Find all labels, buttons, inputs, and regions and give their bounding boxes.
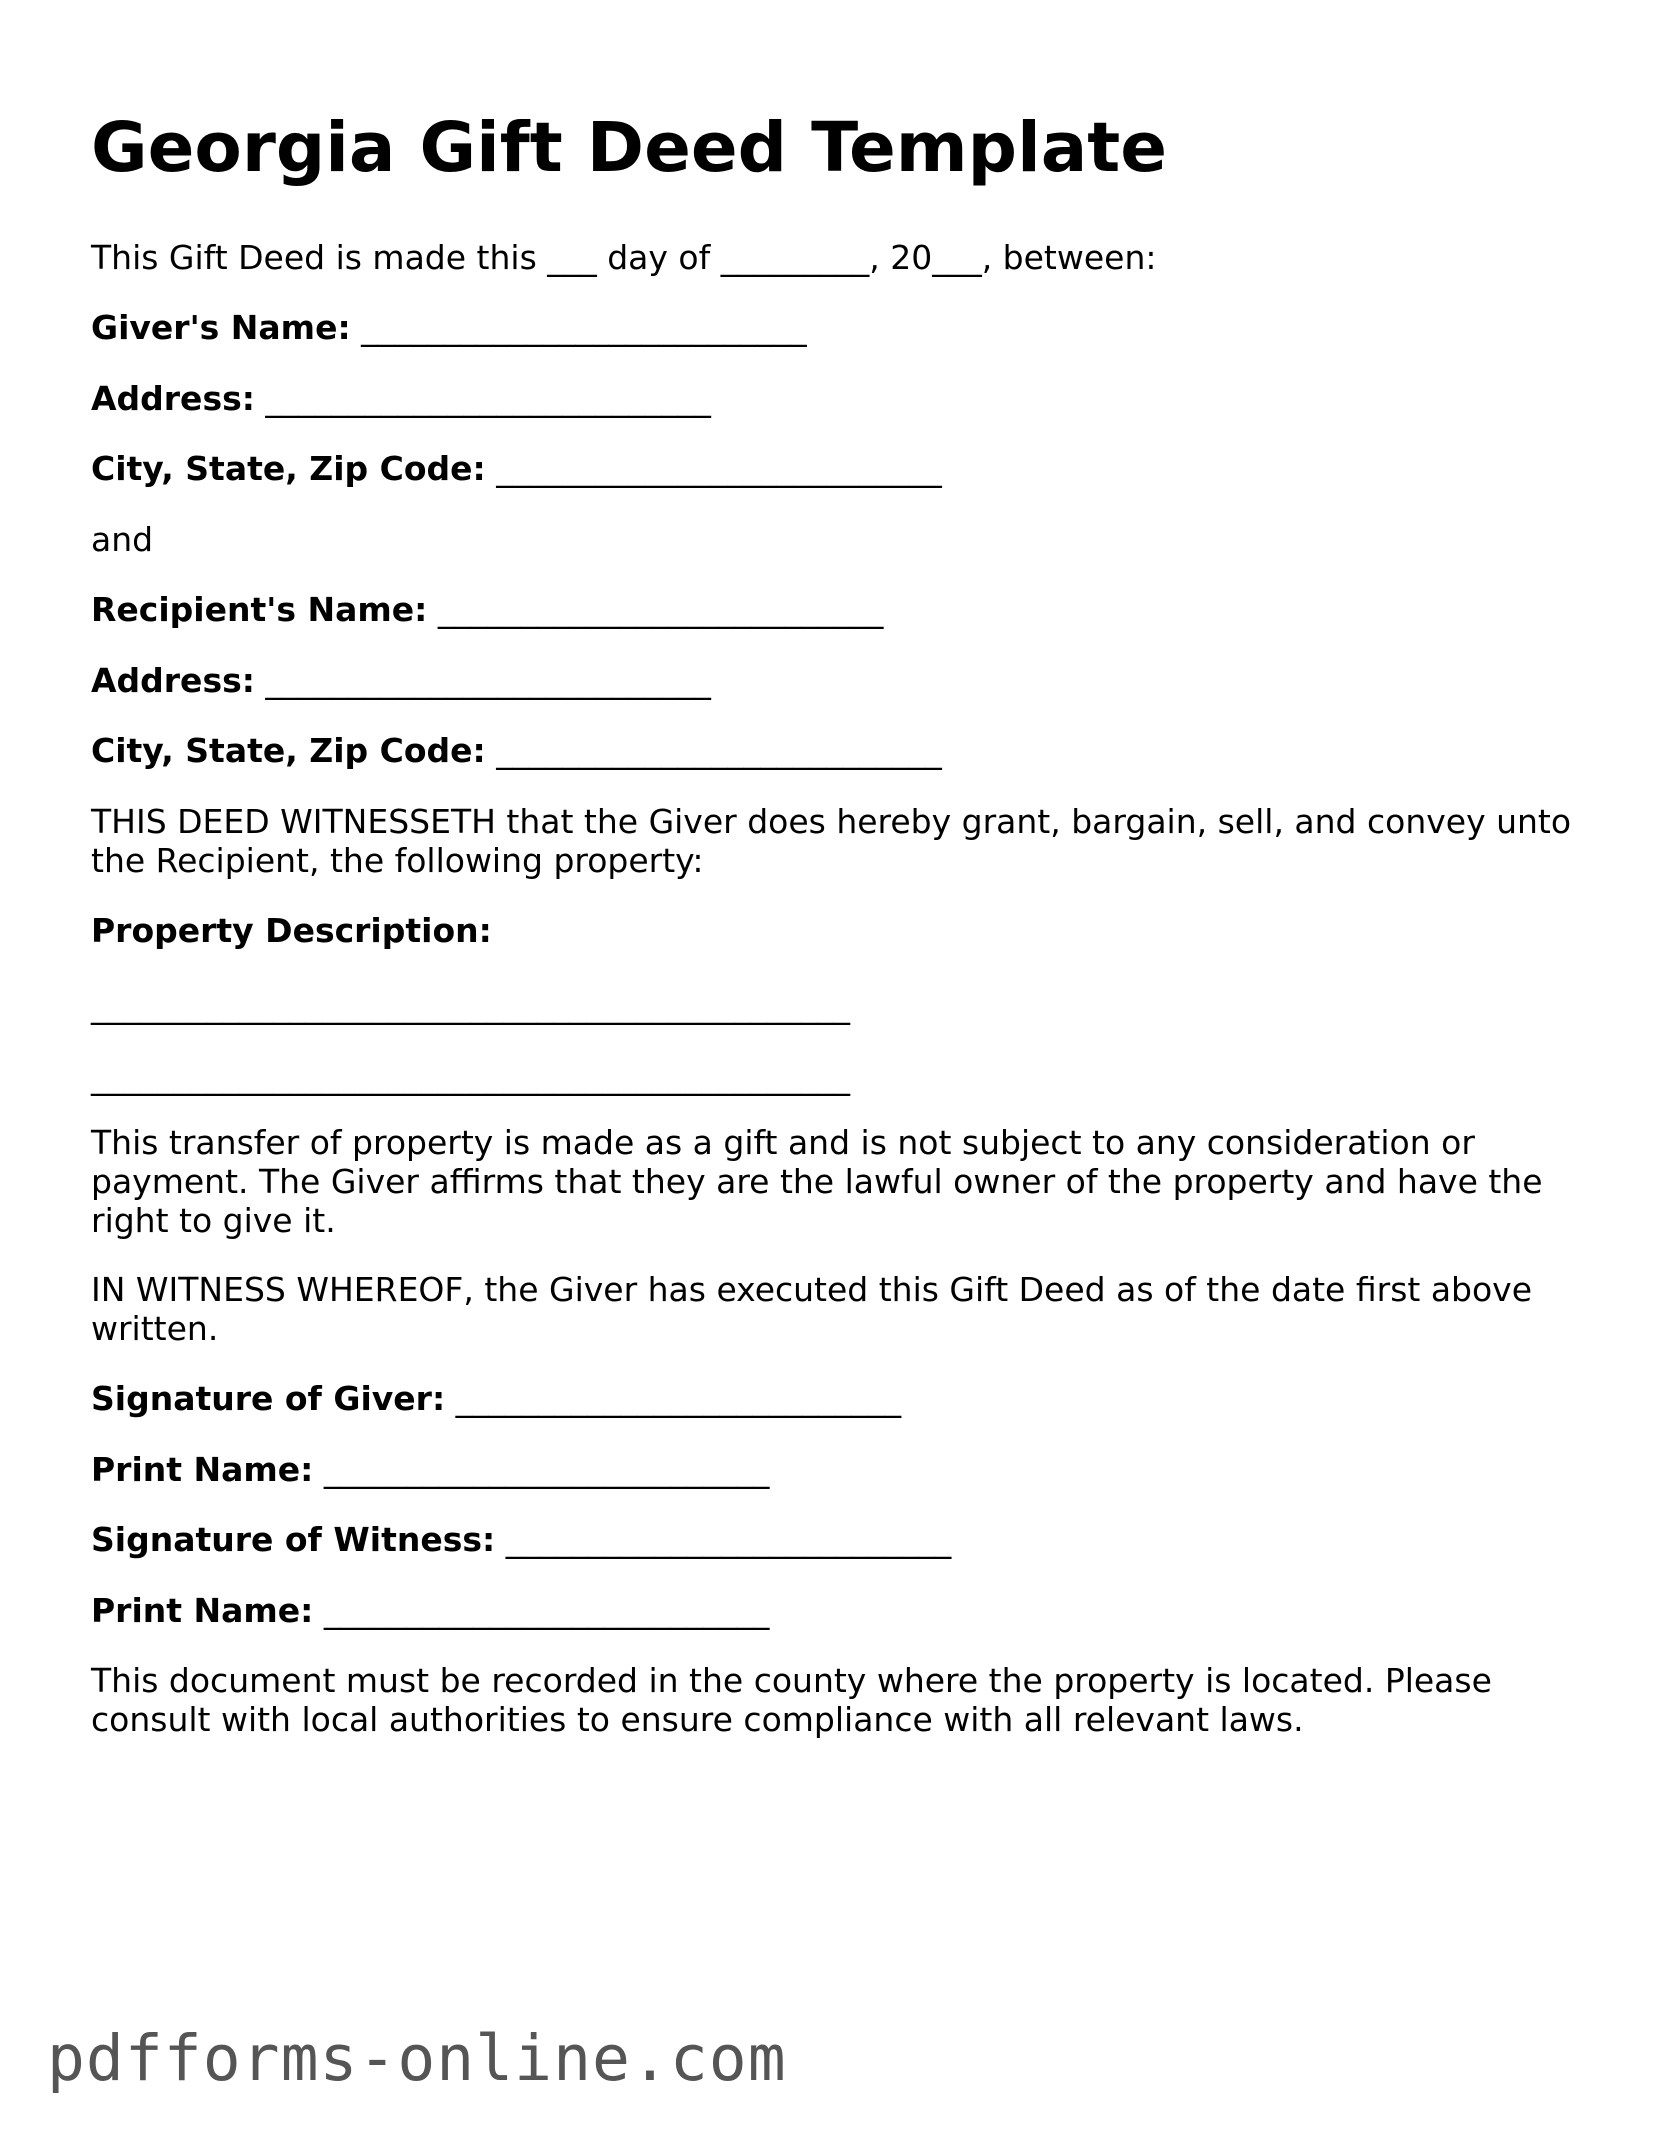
- recipient-city-label: City, State, Zip Code:: [91, 731, 486, 770]
- giver-name-label: Giver's Name:: [91, 308, 351, 347]
- giver-name-field[interactable]: ___________________________: [361, 308, 807, 347]
- giver-name-row: [91, 308, 807, 347]
- witness-print-name-label: Print Name:: [91, 1591, 314, 1630]
- recipient-name-field[interactable]: ___________________________: [437, 590, 884, 629]
- giver-signature-label: Signature of Giver:: [91, 1379, 446, 1418]
- property-line-1[interactable]: ______________________________________________: [91, 986, 850, 1025]
- intro-line: This Gift Deed is made this ___ day of _________, 20___, between:: [91, 238, 1157, 277]
- giver-address-row: [91, 379, 711, 418]
- witness-signature-field[interactable]: ___________________________: [505, 1520, 952, 1559]
- giver-signature-field[interactable]: ___________________________: [455, 1379, 902, 1418]
- transfer-paragraph: This transfer of property is made as a gift and is not subject to any consideration or payment. The Giver affirms that they are the lawful owner of the property and have the right to give it.: [91, 1123, 1543, 1240]
- giver-signature-row: [91, 1379, 901, 1418]
- giver-print-name-field[interactable]: ___________________________: [323, 1450, 770, 1489]
- page-title: Georgia Gift Deed Template: [91, 108, 1168, 188]
- witness-signature-row: [91, 1520, 951, 1559]
- witness-signature-label: Signature of Witness:: [91, 1520, 496, 1559]
- property-description-label: Property Description:: [91, 911, 492, 950]
- giver-city-field[interactable]: ___________________________: [496, 449, 942, 488]
- and-text: and: [91, 520, 154, 559]
- recipient-address-field[interactable]: ___________________________: [265, 661, 711, 700]
- giver-address-field[interactable]: ___________________________: [265, 379, 711, 418]
- witnesseth-paragraph: THIS DEED WITNESSETH that the Giver does hereby grant, bargain, sell, and convey unto the Recipient, the following property:: [91, 802, 1572, 880]
- giver-print-name-label: Print Name:: [91, 1450, 314, 1489]
- witness-whereof-paragraph: IN WITNESS WHEREOF, the Giver has executed this Gift Deed as of the date first above written.: [91, 1270, 1533, 1348]
- giver-address-label: Address:: [91, 379, 255, 418]
- property-line-2[interactable]: ______________________________________________: [91, 1057, 850, 1096]
- recipient-city-field[interactable]: ___________________________: [496, 731, 942, 770]
- recording-note-paragraph: This document must be recorded in the county where the property is located. Please consult with local authorities to ensure compliance with all relevant laws.: [91, 1661, 1492, 1739]
- recipient-address-label: Address:: [91, 661, 255, 700]
- giver-city-row: [91, 449, 942, 488]
- witness-print-name-field[interactable]: ___________________________: [323, 1591, 770, 1630]
- watermark-text: pdfforms-online.com: [47, 2022, 787, 2095]
- recipient-city-row: [91, 731, 942, 770]
- witness-print-name-row: [91, 1591, 769, 1630]
- recipient-name-row: [91, 590, 883, 629]
- giver-print-name-row: [91, 1450, 769, 1489]
- recipient-address-row: [91, 661, 711, 700]
- recipient-name-label: Recipient's Name:: [91, 590, 428, 629]
- giver-city-label: City, State, Zip Code:: [91, 449, 486, 488]
